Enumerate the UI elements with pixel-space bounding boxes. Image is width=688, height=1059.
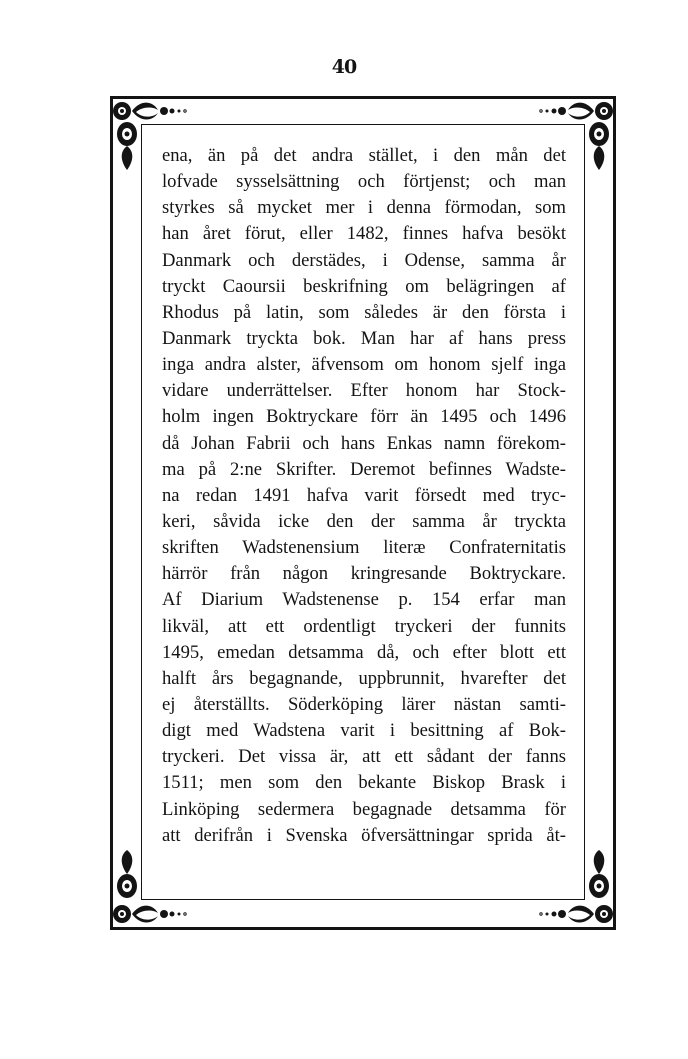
text-line: han året förut, eller 1482, finnes hafva besökt xyxy=(162,223,566,245)
text-line: skriften Wadstenensium literæ Confraternitatis xyxy=(162,537,566,559)
text-line: då Johan Fabrii och hans Enkas namn förekom- xyxy=(162,432,566,454)
text-line: keri, såvida icke den der samma år tryckta xyxy=(162,510,566,532)
text-line: lofvade sysselsättning och förtjenst; och man xyxy=(162,171,566,193)
text-line: att derifrån i Svenska öfversättningar sprida åt- xyxy=(162,824,566,846)
text-line: ej återställts. Söderköping lärer nästan samti- xyxy=(162,693,566,715)
text-line: holm ingen Boktryckare förr än 1495 och 1496 xyxy=(162,406,566,428)
text-line: 1495, emedan detsamma då, och efter blott ett xyxy=(162,641,566,663)
text-line: Rhodus på latin, som således är den första i xyxy=(162,301,566,323)
text-line: tryckeri. Det vissa är, att ett sådant der fanns xyxy=(162,746,566,768)
text-line: na redan 1491 hafva varit försedt med tryc- xyxy=(162,484,566,506)
page-number: 40 xyxy=(331,56,357,78)
text-line: vidare underrättelser. Efter honom har Stock- xyxy=(162,380,566,402)
body-text xyxy=(162,143,566,849)
bottom-left-ornament-icon xyxy=(112,901,204,928)
text-line: styrkes så mycket mer i denna förmodan, som xyxy=(162,197,566,219)
text-line: ma på 2:ne Skrifter. Deremot befinnes Wadste- xyxy=(162,458,566,480)
right-bottom-side-ornament-icon xyxy=(585,846,613,902)
text-line: Af Diarium Wadstenense p. 154 erfar man xyxy=(162,589,566,611)
left-bottom-side-ornament-icon xyxy=(113,846,141,902)
text-line: Linköping sedermera begagnade detsamma för xyxy=(162,798,566,820)
text-line: Danmark tryckta bok. Man har af hans press xyxy=(162,327,566,349)
text-line: likväl, att ett ordentligt tryckeri der funnits xyxy=(162,615,566,637)
text-line: 1511; men som den bekante Biskop Brask i xyxy=(162,772,566,794)
left-top-side-ornament-icon xyxy=(113,118,141,174)
bottom-right-ornament-icon xyxy=(522,901,614,928)
text-line: tryckt Caoursii beskrifning om belägringen af xyxy=(162,275,566,297)
text-line: halft års begagnande, uppbrunnit, hvarefter det xyxy=(162,667,566,689)
right-top-side-ornament-icon xyxy=(585,118,613,174)
text-line: inga andra alster, äfvensom om honom sjelf inga xyxy=(162,354,566,376)
text-line: Danmark och derstädes, i Odense, samma år xyxy=(162,249,566,271)
text-line: härrör från någon kringresande Boktryckare. xyxy=(162,563,566,585)
text-line: ena, än på det andra stället, i den mån det xyxy=(162,145,566,166)
text-line: digt med Wadstena varit i besittning af Bok- xyxy=(162,720,566,742)
